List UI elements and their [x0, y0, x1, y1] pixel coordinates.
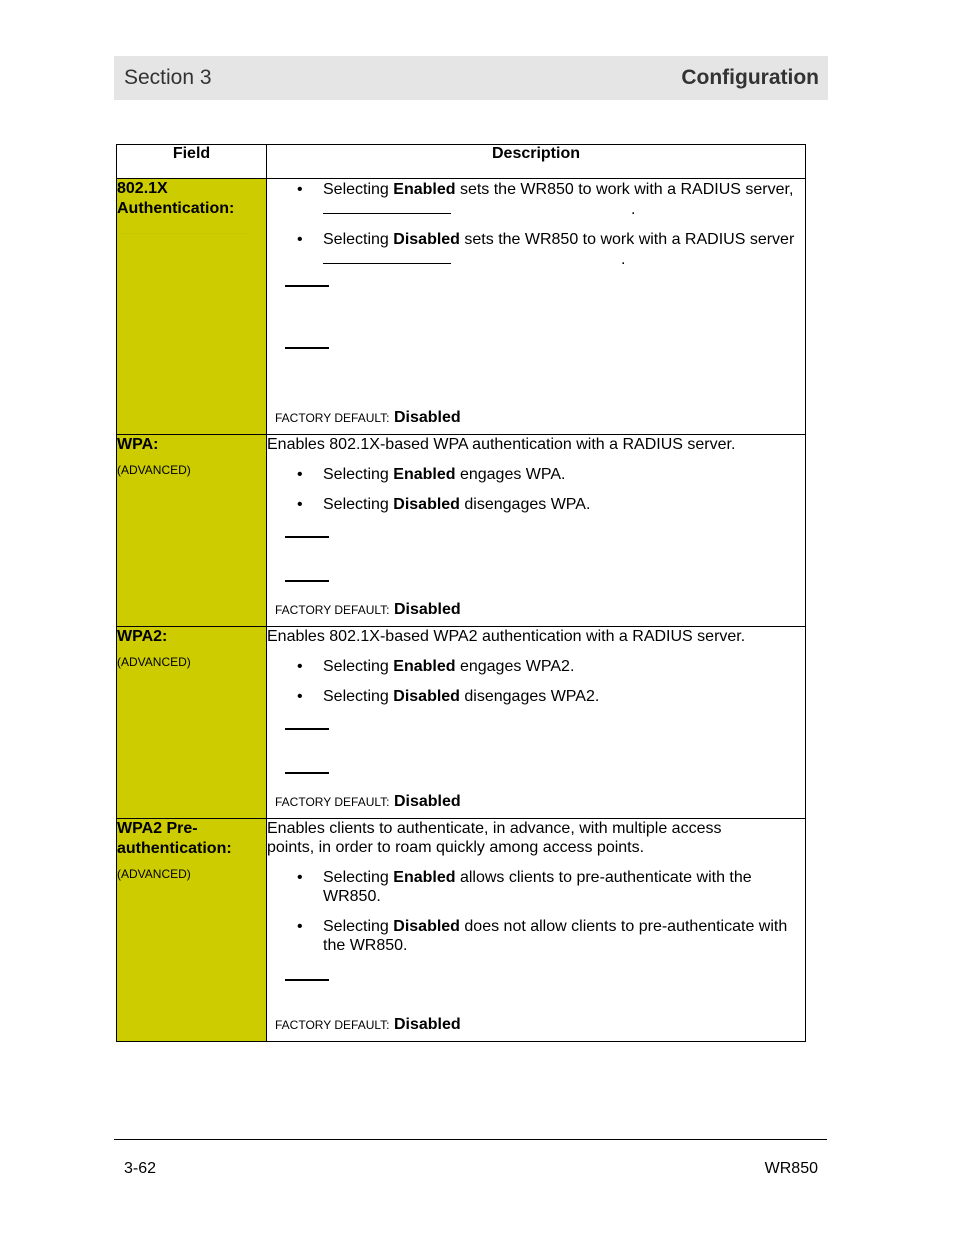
factory-default: FACTORY DEFAULT: Disabled [275, 409, 461, 426]
description-cell [267, 819, 806, 1042]
footer-divider [114, 1139, 827, 1140]
section-header [114, 56, 828, 100]
field-name: 802.1X Authentication: [117, 180, 235, 217]
list-item: • Selecting Disabled does not allow clients to pre-authenticate with the WR850. [297, 918, 788, 954]
description-cell [267, 627, 806, 819]
field-cell [117, 179, 267, 435]
list-item: • Selecting Disabled disengages WPA2. [297, 688, 600, 705]
option-list [267, 868, 805, 955]
factory-default-value: Disabled [393, 793, 461, 810]
option-list [267, 465, 805, 514]
field-name: WPA2 Pre-authentication: [117, 820, 232, 857]
table-row [117, 435, 806, 627]
factory-default-value: Disabled [393, 601, 461, 618]
list-item: • Selecting Enabled sets the WR850 to work with a RADIUS server, . [297, 181, 794, 218]
note-rule [285, 285, 329, 287]
note-rule [285, 536, 329, 538]
field-subtitle: (ADVANCED) [117, 463, 191, 477]
description-intro: Enables clients to authenticate, in advance, with multiple access points, in order to roam quickly among access points. [267, 820, 722, 856]
option-list [267, 657, 805, 706]
field-cell [117, 819, 267, 1042]
field-subtitle: (ADVANCED) [117, 655, 191, 669]
field-name: WPA2: [117, 628, 168, 645]
factory-default-value: Disabled [393, 409, 461, 426]
column-header-description: Description [267, 145, 806, 179]
field-subtitle: (ADVANCED) [117, 867, 191, 881]
list-item: • Selecting Enabled allows clients to pre-authenticate with the WR850. [297, 869, 752, 905]
table-row [117, 627, 806, 819]
product-model: WR850 [764, 1160, 818, 1177]
factory-default: FACTORY DEFAULT: Disabled [275, 793, 461, 810]
note-rule [285, 979, 329, 981]
note-rule [285, 728, 329, 730]
list-item: • Selecting Disabled sets the WR850 to work with a RADIUS server . [297, 231, 795, 268]
note-rule [285, 347, 329, 349]
table-header-row [117, 145, 806, 179]
description-cell [267, 179, 806, 435]
list-item: • Selecting Enabled engages WPA2. [297, 658, 575, 675]
description-intro: Enables 802.1X-based WPA2 authentication with a RADIUS server. [267, 628, 746, 645]
table-row [117, 179, 806, 435]
list-item: • Selecting Enabled engages WPA. [297, 466, 566, 483]
blank-underline [323, 199, 451, 214]
field-name: WPA: [117, 436, 159, 453]
list-item: • Selecting Disabled disengages WPA. [297, 496, 591, 513]
divider [117, 233, 249, 234]
blank-underline [323, 249, 451, 264]
page-number: 3-62 [124, 1160, 157, 1177]
factory-default: FACTORY DEFAULT: Disabled [275, 601, 461, 618]
field-description-table [116, 144, 806, 1042]
factory-default-value: Disabled [393, 1016, 461, 1033]
section-label: Section 3 [124, 66, 212, 89]
field-cell [117, 435, 267, 627]
table-row [117, 819, 806, 1042]
page-title: Configuration [681, 66, 819, 89]
description-intro: Enables 802.1X-based WPA authentication with a RADIUS server. [267, 436, 736, 453]
note-rule [285, 772, 329, 774]
column-header-field: Field [117, 145, 267, 179]
option-list [267, 180, 805, 269]
factory-default: FACTORY DEFAULT: Disabled [275, 1016, 461, 1033]
field-cell [117, 627, 267, 819]
note-rule [285, 580, 329, 582]
description-cell [267, 435, 806, 627]
